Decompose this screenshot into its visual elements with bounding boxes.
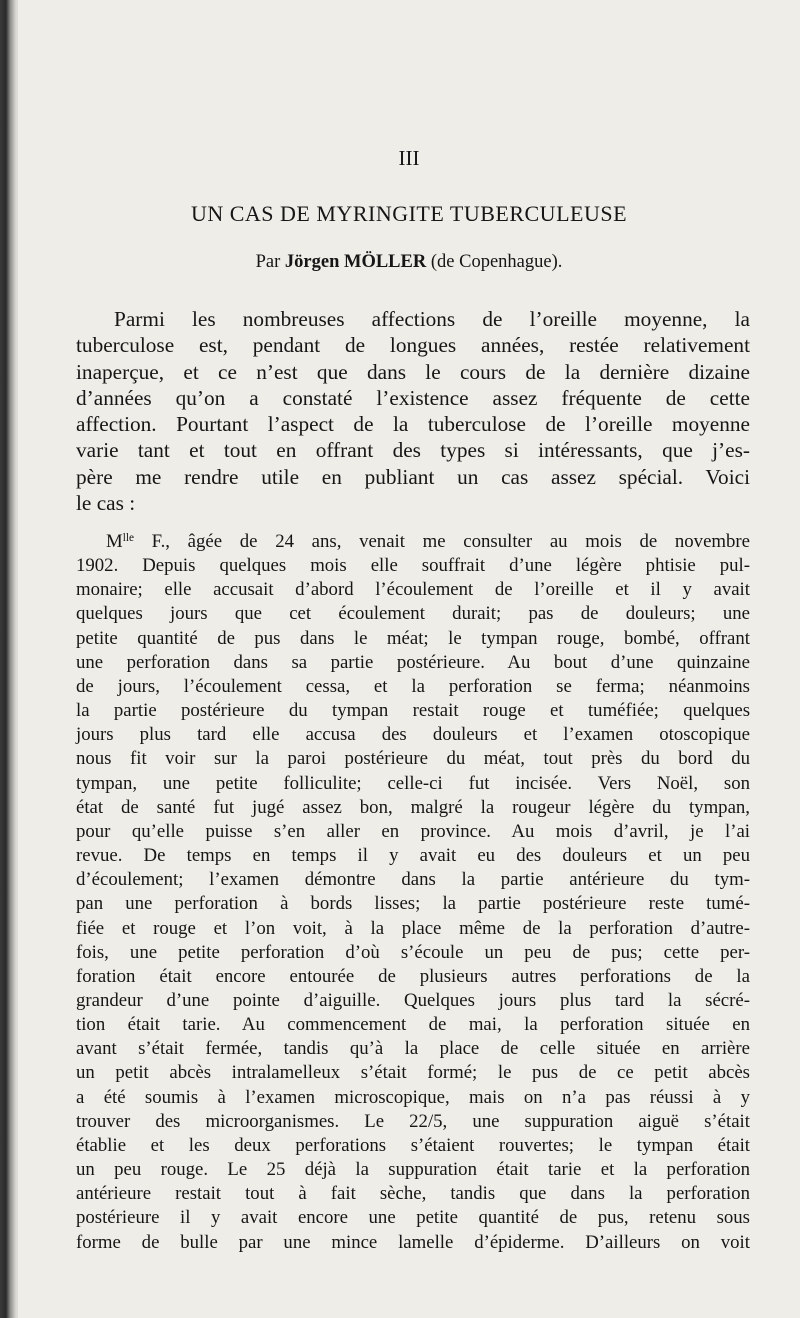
title-abbrev-sup: lle [122,531,134,544]
text-line: inaperçue, et ce n’est que dans le cours de la dernière dizaine [76,359,750,384]
text-line: varie tant et tout en offrant des types si intéressants, que j’es- [76,438,750,463]
text-line: de jours, l’écoulement cessa, et la perforation se ferma; néanmoins [76,675,750,697]
case-first-line [76,530,750,554]
section-number: III [398,146,420,170]
text-line: petite quantité de pus dans le méat; le tympan rouge, bombé, offrant [76,627,750,649]
text-line: un petit abcès intralamelleux s’était formé; le pus de ce petit abcès [76,1062,750,1084]
text-line: d’années qu’on a constaté l’existence assez fréquente de cette [76,385,750,410]
text-line: père me rendre utile en publiant un cas assez spécial. Voici [76,464,750,489]
text-line: le cas : [76,491,136,516]
text-line: forme de bulle par une mince lamelle d’épiderme. D’ailleurs on voit [76,1231,750,1253]
text-line: jours plus tard elle accusa des douleurs et l’examen otoscopique [76,724,750,746]
author-affiliation: (de Copenhague). [430,252,563,272]
case-paragraph [76,530,750,1255]
text-line: antérieure restait tout à fait sèche, tandis que dans la perforation [76,1183,750,1205]
text-line: a été soumis à l’examen microscopique, mais on n’a pas réussi à y [76,1086,750,1108]
text-line: trouver des microorganismes. Le 22/5, une suppuration aiguë s’était [76,1110,750,1132]
text-line: tuberculose est, pendant de longues années, restée relativement [76,333,750,358]
text-line: grandeur d’une pointe d’aiguille. Quelques jours plus tard la sécré- [76,989,750,1011]
text-line: Parmi les nombreuses affections de l’oreille moyenne, la [114,307,750,331]
text-line: tympan, une petite folliculite; celle-ci fut incisée. Vers Noël, son [76,772,750,794]
text-line: un peu rouge. Le 25 déjà la suppuration était tarie et la perforation [76,1159,750,1181]
article-title: UN CAS DE MYRINGITE TUBERCULEUSE [190,201,628,226]
text-line: établie et les deux perforations s’étaient rouvertes; le tympan était [76,1134,750,1156]
author-name: Jörgen MÖLLER [284,252,427,272]
text-line: avant s’était fermée, tandis qu’à la place de celle située en arrière [76,1038,750,1060]
text-line: état de santé fut jugé assez bon, malgré la rougeur légère du tympan, [76,796,750,818]
text-line: pan une perforation à bords lisses; la partie postérieure reste tumé- [76,893,750,915]
paper-sheet [18,0,800,1318]
text-line: d’écoulement; l’examen démontre dans la partie antérieure du tym- [76,869,750,891]
text-line: tion était tarie. Au commencement de mai, la perforation située en [76,1014,750,1036]
byline-prefix: Par [255,252,281,272]
text-line: monaire; elle accusait d’abord l’écoulement de l’oreille et il y avait [76,579,750,601]
text-line: affection. Pourtant l’aspect de la tuberculose de l’oreille moyenne [76,412,750,437]
text-line: la partie postérieure du tympan restait rouge et tuméfiée; quelques [76,700,750,722]
text-line: pour qu’elle puisse s’en aller en province. Au mois d’avril, je l’ai [76,820,750,842]
text-line: fois, une petite perforation d’où s’écoule un peu de pus; cette per- [76,941,750,963]
text-line: fiée et rouge et l’on voit, à la place même de la perforation d’autre- [76,917,750,939]
text-line: revue. De temps en temps il y avait eu des douleurs et un peu [76,845,750,867]
intro-paragraph [76,306,750,516]
byline [18,252,800,273]
text-line: une perforation dans sa partie postérieure. Au bout d’une quinzaine [76,651,750,673]
text-line: postérieure il y avait encore une petite quantité de pus, retenu sous [76,1207,750,1229]
title-abbrev: M [106,531,123,552]
case-first-line-text: F., âgée de 24 ans, venait me consulter au mois de novembre [133,531,750,552]
text-line: 1902. Depuis quelques mois elle souffrait d’une légère phtisie pul- [76,555,750,577]
text-line: nous fit voir sur la paroi postérieure du méat, tout près du bord du [76,748,750,770]
text-line: foration était encore entourée de plusieurs autres perforations de la [76,965,750,987]
text-line: quelques jours que cet écoulement durait; pas de douleurs; une [76,603,750,625]
